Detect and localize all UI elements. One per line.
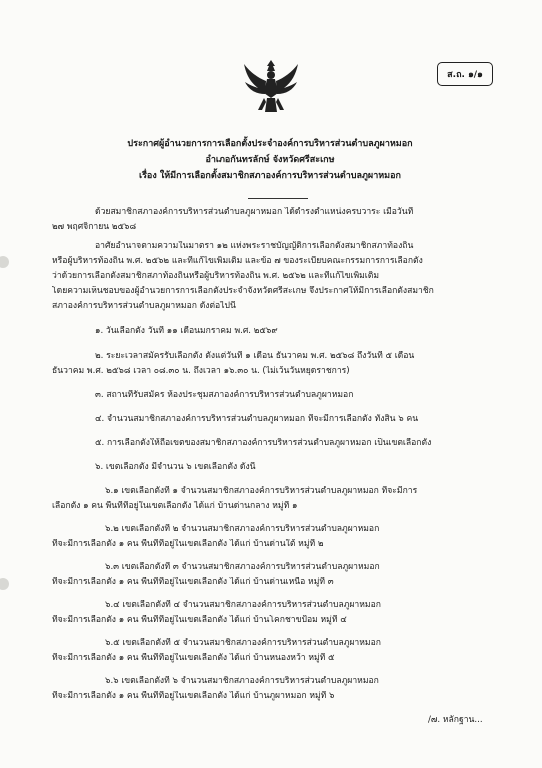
item-member-count: ๔. จำนวนสมาชิกสภาองค์การบริหารส่วนตำบลภูผาหมอก ที่จะมีการเลือกตั้ง ทั้งสิ้น ๖ คน [95,414,419,424]
district-line: ๖.๓ เขตเลือกตั้งที่ ๓ จำนวนสมาชิกสภาองค์การบริหารส่วนตำบลภูผาหมอก [105,562,380,572]
intro-line: ๒๗ พฤศจิกายน ๒๕๖๘ [52,222,137,232]
heading-line-2: อำเภอกันทรลักษ์ จังหวัดศรีสะเกษ [205,155,335,165]
item-registration-period: ๒. ระยะเวลาสมัครรับเลือกตั้ง ตั้งแต่วันที่ ๑ เดือน ธันวาคม พ.ศ. ๒๕๖๘ ถึงวันที่ ๕ เดือน [95,351,415,361]
continuation-note: /๗. หลักฐาน... [428,715,483,725]
intro-line: ด้วยสมาชิกสภาองค์การบริหารส่วนตำบลภูผาหมอก ได้ดำรงตำแหน่งครบวาระ เมื่อวันที่ [95,207,414,217]
authority-line: หรือผู้บริหารท้องถิ่น พ.ศ. ๒๕๖๒ และที่แก้ไขเพิ่มเติม และข้อ ๗ ของระเบียบคณะกรรมการการเลือกตั้ง [52,256,423,266]
authority-line: โดยความเห็นชอบของผู้อำนวยการการเลือกตั้งประจำจังหวัดศรีสะเกษ จึงประกาศให้มีการเลือกตั้งสมาชิก [52,286,434,296]
district-line: ๖.๕ เขตเลือกตั้งที่ ๕ จำนวนสมาชิกสภาองค์การบริหารส่วนตำบลภูผาหมอก [105,638,381,648]
document-code-box: ส.ถ. ๑/๑ [437,62,493,86]
authority-line: สภาองค์การบริหารส่วนตำบลภูผาหมอก ดังต่อไปนี้ [52,301,236,311]
punch-hole [0,256,9,268]
punch-hole [0,578,9,590]
district-line: ที่จะมีการเลือกตั้ง ๑ คน พื้นที่ที่อยู่ในเขตเลือกตั้ง ได้แก่ บ้านโคกชาขป้อม หมู่ที่ ๔ [52,615,347,625]
heading-subject: เรื่อง ให้มีการเลือกตั้งสมาชิกสภาองค์การบริหารส่วนตำบลภูผาหมอก [139,171,401,181]
item-election-date: ๑. วันเลือกตั้ง วันที่ ๑๑ เดือนมกราคม พ.ศ. ๒๕๖๙ [95,326,278,336]
district-line: ๖.๔ เขตเลือกตั้งที่ ๔ จำนวนสมาชิกสภาองค์การบริหารส่วนตำบลภูผาหมอก [105,600,381,610]
authority-line: ว่าด้วยการเลือกตั้งสมาชิกสภาท้องถิ่นหรือผู้บริหารท้องถิ่น พ.ศ. ๒๕๖๒ และที่แก้ไขเพิ่มเติม [52,271,379,281]
heading-divider [248,198,308,199]
item-registration-period-cont: ธันวาคม พ.ศ. ๒๕๖๘ เวลา ๐๘.๓๐ น. ถึงเวลา ๑๖.๓๐ น. (ไม่เว้นวันหยุดราชการ) [52,366,350,376]
district-line: ที่จะมีการเลือกตั้ง ๑ คน พื้นที่ที่อยู่ในเขตเลือกตั้ง ได้แก่ บ้านด่านเหนือ หมู่ที่ ๓ [52,577,334,587]
district-line: ๖.๒ เขตเลือกตั้งที่ ๒ จำนวนสมาชิกสภาองค์การบริหารส่วนตำบลภูผาหมอก [105,524,380,534]
district-line: เลือกตั้ง ๑ คน พื้นที่ที่อยู่ในเขตเลือกตั้ง ได้แก่ บ้านด่านกลาง หมู่ที่ ๑ [52,501,298,511]
item-registration-place: ๓. สถานที่รับสมัคร ห้องประชุมสภาองค์การบริหารส่วนตำบลภูผาหมอก [95,390,354,400]
authority-line: อาศัยอำนาจตามความในมาตรา ๑๒ แห่งพระราชบัญญัติการเลือกตั้งสมาชิกสภาท้องถิ่น [95,241,414,251]
item-constituency-rule: ๕. การเลือกตั้งให้ถือเขตของสมาชิกสภาองค์การบริหารส่วนตำบลภูผาหมอก เป็นเขตเลือกตั้ง [95,438,432,448]
district-line: ๖.๑ เขตเลือกตั้งที่ ๑ จำนวนสมาชิกสภาองค์การบริหารส่วนตำบลภูผาหมอก ที่จะมีการ [105,486,418,496]
garuda-emblem-icon [240,56,302,118]
heading-line-1: ประกาศผู้อำนวยการการเลือกตั้งประจำองค์การบริหารส่วนตำบลภูผาหมอก [127,139,413,149]
district-line: ที่จะมีการเลือกตั้ง ๑ คน พื้นที่ที่อยู่ในเขตเลือกตั้ง ได้แก่ บ้านหนองหว้า หมู่ที่ ๕ [52,653,335,663]
district-line: ๖.๖ เขตเลือกตั้งที่ ๖ จำนวนสมาชิกสภาองค์การบริหารส่วนตำบลภูผาหมอก [105,676,379,686]
item-district-count: ๖. เขตเลือกตั้ง มีจำนวน ๖ เขตเลือกตั้ง ดังนี้ [95,462,256,472]
district-line: ที่จะมีการเลือกตั้ง ๑ คน พื้นที่ที่อยู่ในเขตเลือกตั้ง ได้แก่ บ้านด่านใต้ หมู่ที่ ๒ [52,539,324,549]
district-line: ที่จะมีการเลือกตั้ง ๑ คน พื้นที่ที่อยู่ในเขตเลือกตั้ง ได้แก่ บ้านภูผาหมอก หมู่ที่ ๖ [52,691,335,701]
